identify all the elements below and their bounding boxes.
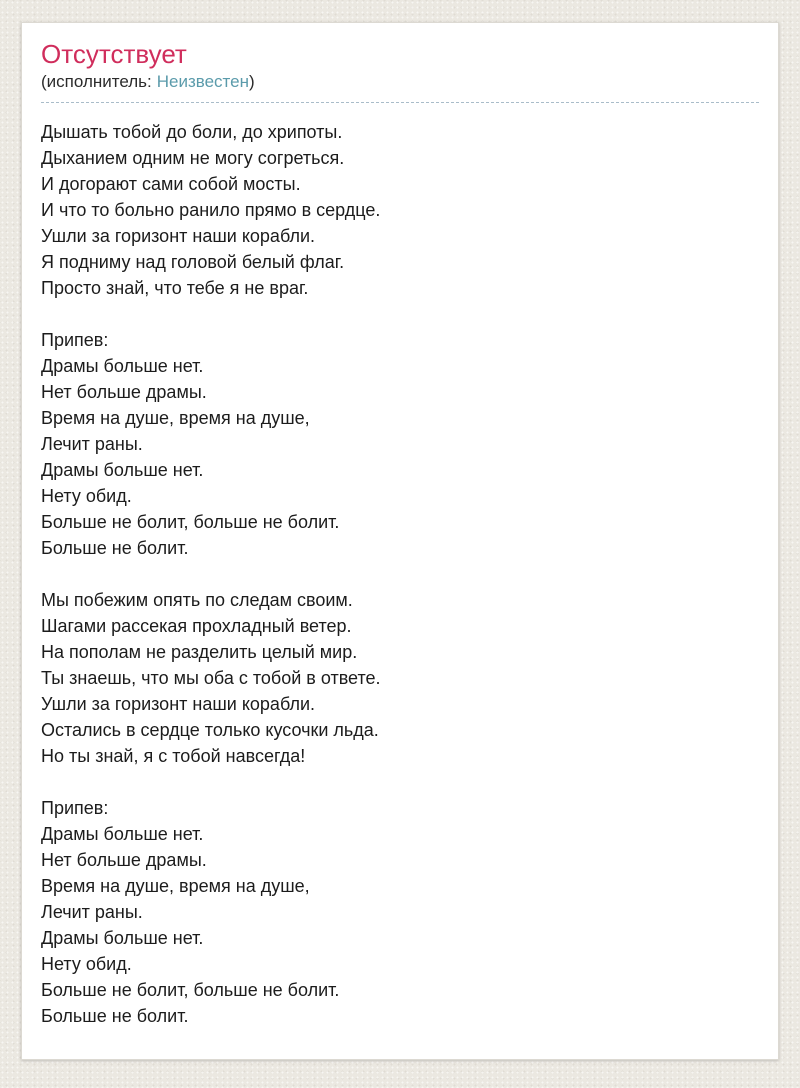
lyric-line: Лечит раны. — [41, 902, 143, 922]
artist-label: (исполнитель: — [41, 72, 152, 91]
stanza — [41, 587, 759, 769]
stanza — [41, 119, 759, 301]
lyric-line: Время на душе, время на душе, — [41, 876, 310, 896]
lyric-line: Драмы больше нет. — [41, 824, 204, 844]
lyric-line: Ушли за горизонт наши корабли. — [41, 226, 315, 246]
lyric-line: Припев: — [41, 330, 109, 350]
lyric-line: Остались в сердце только кусочки льда. — [41, 720, 379, 740]
lyric-line: Нету обид. — [41, 954, 132, 974]
page-title: Отсутствует — [41, 39, 187, 69]
lyric-line: Больше не болит, больше не болит. — [41, 512, 340, 532]
card-header — [41, 39, 759, 103]
lyric-line: Больше не болит, больше не болит. — [41, 980, 340, 1000]
artist-line — [41, 71, 759, 93]
lyric-line: Драмы больше нет. — [41, 356, 204, 376]
artist-suffix: ) — [249, 72, 255, 91]
artist-link[interactable]: Неизвестен — [156, 72, 249, 91]
lyric-line: Дышать тобой до боли, до хрипоты. — [41, 122, 343, 142]
lyric-line: Нету обид. — [41, 486, 132, 506]
lyric-line: Драмы больше нет. — [41, 460, 204, 480]
lyric-line: Больше не болит. — [41, 1006, 189, 1026]
lyric-line: Драмы больше нет. — [41, 928, 204, 948]
lyric-line: Шагами рассекая прохладный ветер. — [41, 616, 352, 636]
lyric-line: И догорают сами собой мосты. — [41, 174, 301, 194]
lyric-line: Нет больше драмы. — [41, 382, 207, 402]
lyric-line: И что то больно ранило прямо в сердце. — [41, 200, 381, 220]
lyric-line: Припев: — [41, 798, 109, 818]
stanza — [41, 327, 759, 561]
lyrics-card — [21, 22, 779, 1060]
page-background — [0, 22, 800, 1088]
lyric-line: Но ты знай, я с тобой навсегда! — [41, 746, 306, 766]
lyric-line: Время на душе, время на душе, — [41, 408, 310, 428]
stanza — [41, 795, 759, 1029]
lyric-line: Нет больше драмы. — [41, 850, 207, 870]
lyric-line: Ушли за горизонт наши корабли. — [41, 694, 315, 714]
lyric-line: Дыханием одним не могу согреться. — [41, 148, 345, 168]
lyrics — [41, 119, 759, 1029]
lyric-line: На пополам не разделить целый мир. — [41, 642, 358, 662]
lyric-line: Лечит раны. — [41, 434, 143, 454]
lyric-line: Просто знай, что тебе я не враг. — [41, 278, 309, 298]
lyric-line: Мы побежим опять по следам своим. — [41, 590, 353, 610]
lyric-line: Ты знаешь, что мы оба с тобой в ответе. — [41, 668, 381, 688]
lyric-line: Больше не болит. — [41, 538, 189, 558]
lyric-line: Я подниму над головой белый флаг. — [41, 252, 345, 272]
